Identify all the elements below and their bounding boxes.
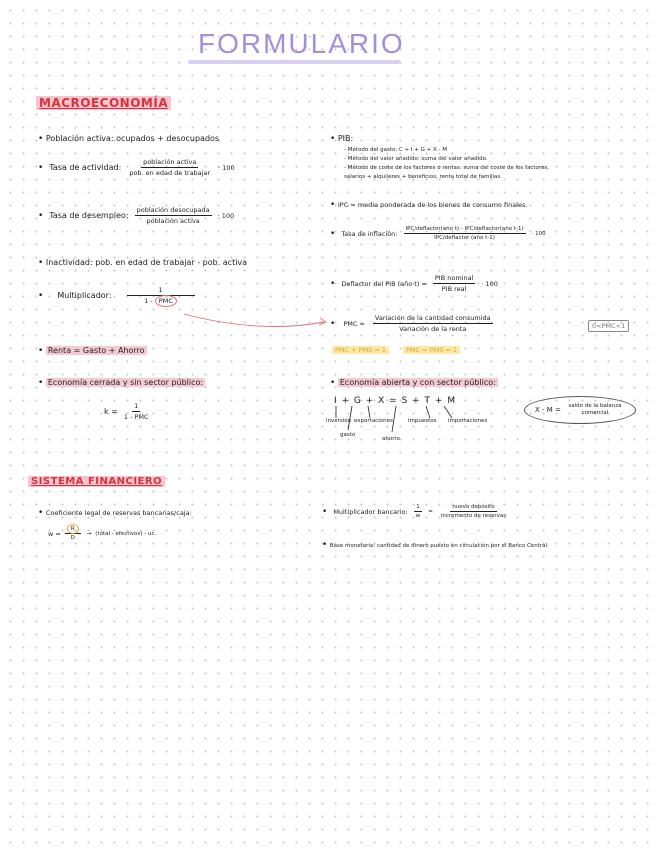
- tasa-actividad-label: Tasa de actividad:: [49, 163, 122, 172]
- pmc-connector-arrow: [170, 300, 340, 340]
- tasa-desempleo-mult: · 100: [217, 211, 235, 220]
- title-underline: [188, 60, 400, 64]
- mult-bancario-frac1: [414, 504, 423, 519]
- tasa-desempleo-item: • Tasa de desempleo: $\frac{\text{población desocupada}}{\text{población activa}}$ · 100: [38, 206, 235, 225]
- deflactor-item: • Deflactor del PIB (año t) = $\frac{\text{PIB nominal}}{\text{PIB real}}$ · 100: [330, 274, 498, 293]
- mult-bancario-den2: incremento de reservas: [440, 513, 507, 519]
- inflacion-mult: · 100: [531, 230, 546, 237]
- economia-abierta-item: • Economía abierta y con sector público:: [330, 378, 496, 388]
- economia-cerrada-text: Economía cerrada y sin sector público:: [47, 378, 204, 387]
- pib-item: • PIB:: [330, 134, 354, 144]
- deflactor-fraction: [433, 274, 476, 293]
- cloud-formula: X - M =: [535, 406, 561, 414]
- pmc-range-box: 0<PMC<1: [588, 320, 629, 332]
- inflacion-num: IPC/deflactor(año t) - IPC/deflactor(año t-1): [405, 226, 524, 232]
- pmc-fraction: [373, 314, 493, 333]
- mult-bancario-num1: 1: [416, 504, 420, 510]
- tasa-actividad-num: población activa: [143, 158, 197, 166]
- w-ring-r: R: [67, 524, 79, 534]
- tasa-desempleo-den: población activa: [146, 217, 200, 225]
- ipc-text: IPC = media ponderada de los bienes de consumo finales.: [337, 201, 528, 209]
- label-impuestos: impuestos: [408, 418, 437, 424]
- pmc-pms-eq: PMC = PMS = 1: [403, 346, 460, 354]
- pmc-pms-row: [332, 346, 460, 354]
- deflactor-num: PIB nominal: [434, 274, 474, 282]
- mult-bancario-num2: nuevo depósito: [452, 504, 495, 510]
- pmc-ring: PMC: [155, 295, 177, 307]
- tasa-desempleo-label: Tasa de desempleo:: [49, 211, 129, 220]
- k-label: k =: [104, 407, 118, 416]
- tasa-actividad-den: pob. en edad de trabajar: [129, 169, 211, 177]
- finance-heading-text: SISTEMA FINANCIERO: [28, 476, 165, 487]
- multiplicador-num: 1: [127, 286, 195, 296]
- pib-metodo-rentas: - Método de coste de los factores o rentas: suma del coste de los factores,: [344, 165, 550, 171]
- macro-heading-text: MACROECONOMÍA: [36, 96, 171, 110]
- coeficiente-item: • Coeficiente legal de reservas bancarias/caja:: [38, 508, 192, 518]
- pib-label: PIB:: [337, 134, 354, 143]
- label-ahorro: ahorro: [382, 436, 400, 442]
- poblacion-activa-text: Población activa: ocupados + desocupados: [45, 134, 220, 143]
- label-inversion: inversión: [326, 418, 352, 424]
- k-formula: [104, 402, 151, 421]
- w-label: w =: [48, 529, 61, 538]
- arrow-exportaciones: [368, 406, 370, 418]
- renta-text: Renta = Gasto + Ahorro: [47, 346, 145, 355]
- multiplicador-label: Multiplicador:: [57, 291, 112, 300]
- base-monetaria-text: Base monetaria: cantidad de dinero puesto en circulación por el Banco Central.: [329, 543, 549, 549]
- open-economy-equation: I + G + X = S + T + M: [334, 396, 457, 406]
- tasa-desempleo-fraction: [135, 206, 212, 225]
- w-fraction: [65, 526, 81, 541]
- section-heading-finance: [28, 476, 165, 487]
- inflacion-fraction: [404, 226, 526, 241]
- base-monetaria-item: • Base monetaria: cantidad de dinero puesto en circulación por el Banco Central.: [322, 540, 549, 550]
- pib-metodo-gasto: - Método del gasto: C + I + G + X - M: [344, 147, 448, 153]
- coeficiente-text: Coeficiente legal de reservas bancarias/caja:: [45, 509, 192, 517]
- inactividad-item: • Inactividad: pob. en edad de trabajar - pob. activa: [38, 258, 248, 268]
- inflacion-item: • Tasa de inflación: $\frac{\text{IPC/deflactor(año t) - IPC/deflactor(año t-1)}}{\text{IPC/deflactor (año t-1)}}$ · 100: [330, 226, 546, 241]
- label-exportaciones: exportaciones: [354, 418, 393, 424]
- economia-abierta-text: Economía abierta y con sector público:: [339, 378, 496, 387]
- pib-metodo-rentas-2: salarios + alquileres + beneficios, renta total de familias.: [344, 174, 503, 180]
- multiplicador-bancario-item: • Multiplicador bancario: $\frac{1}{w}$ = $\frac{\text{nuevo depósito}}{\text{incremento de reservas}}$: [322, 504, 507, 519]
- economia-cerrada-item: • Economía cerrada y sin sector público:: [38, 378, 204, 388]
- multiplicador-den-prefix: 1 -: [144, 297, 153, 305]
- mult-bancario-frac2: [439, 504, 508, 519]
- pib-metodos: [344, 146, 549, 182]
- tasa-desempleo-num: población desocupada: [136, 206, 210, 214]
- multiplicador-item: • Multiplicador: $\frac{1}{\text{1 - PMC}}$: [38, 286, 196, 305]
- section-heading-macro: [36, 96, 171, 110]
- ipc-item: • IPC = media ponderada de los bienes de consumo finales.: [330, 200, 528, 210]
- pib-metodo-valor: - Método del valor añadido: suma del valor añadido.: [344, 156, 488, 162]
- pmc-den: Variación de la renta: [399, 325, 467, 333]
- inflacion-label: Tasa de inflación:: [341, 229, 398, 238]
- inactividad-text: Inactividad: pob. en edad de trabajar - pob. activa: [45, 258, 248, 267]
- balanza-comercial-cloud: [524, 396, 636, 424]
- deflactor-den: PIB real: [441, 285, 467, 293]
- arrow-impuestos: [426, 406, 430, 418]
- tasa-actividad-mult: · 100: [218, 163, 235, 172]
- w-formula: w = $\frac{R}{D}$ → (total - efectivos) - uc.: [48, 526, 157, 541]
- inflacion-den: IPC/deflactor (año t-1): [434, 235, 495, 241]
- mult-bancario-den1: w: [415, 513, 421, 519]
- arrow-importaciones: [444, 406, 452, 418]
- pmc-label: PMC =: [343, 319, 365, 328]
- pmc-num: Variación de la cantidad consumida: [374, 314, 491, 322]
- poblacion-activa-item: • Población activa: ocupados + desocupados: [38, 134, 220, 144]
- tasa-actividad-fraction: [127, 158, 212, 177]
- w-den: D: [70, 535, 75, 541]
- cloud-description: saldo de la balanza comercial: [568, 403, 622, 416]
- pmc-item: • PMC = $\frac{\text{Variación de la cantidad consumida}}{\text{Variación de la renta}}$: [330, 314, 491, 333]
- deflactor-mult: · 100: [481, 279, 498, 288]
- label-gasto: gasto: [340, 432, 356, 438]
- w-arrow-note: (total - efectivos) - uc.: [95, 530, 157, 537]
- label-importaciones: importaciones: [448, 418, 488, 424]
- page-title: FORMULARIO: [198, 28, 405, 59]
- k-den: 1 - PMC: [123, 413, 149, 421]
- pmc-pms-sum: PMC + PMS = 1: [332, 346, 389, 354]
- renta-item: • Renta = Gasto + Ahorro: [38, 346, 145, 356]
- k-fraction: [122, 402, 151, 421]
- deflactor-label: Deflactor del PIB (año t) =: [341, 279, 427, 288]
- k-num: 1: [134, 402, 139, 410]
- tasa-actividad-item: • Tasa de actividad: $\frac{\text{población activa}}{\text{pob. en edad de trabajar}}$ · 100: [38, 158, 235, 177]
- mult-bancario-label: Multiplicador bancario:: [333, 507, 408, 516]
